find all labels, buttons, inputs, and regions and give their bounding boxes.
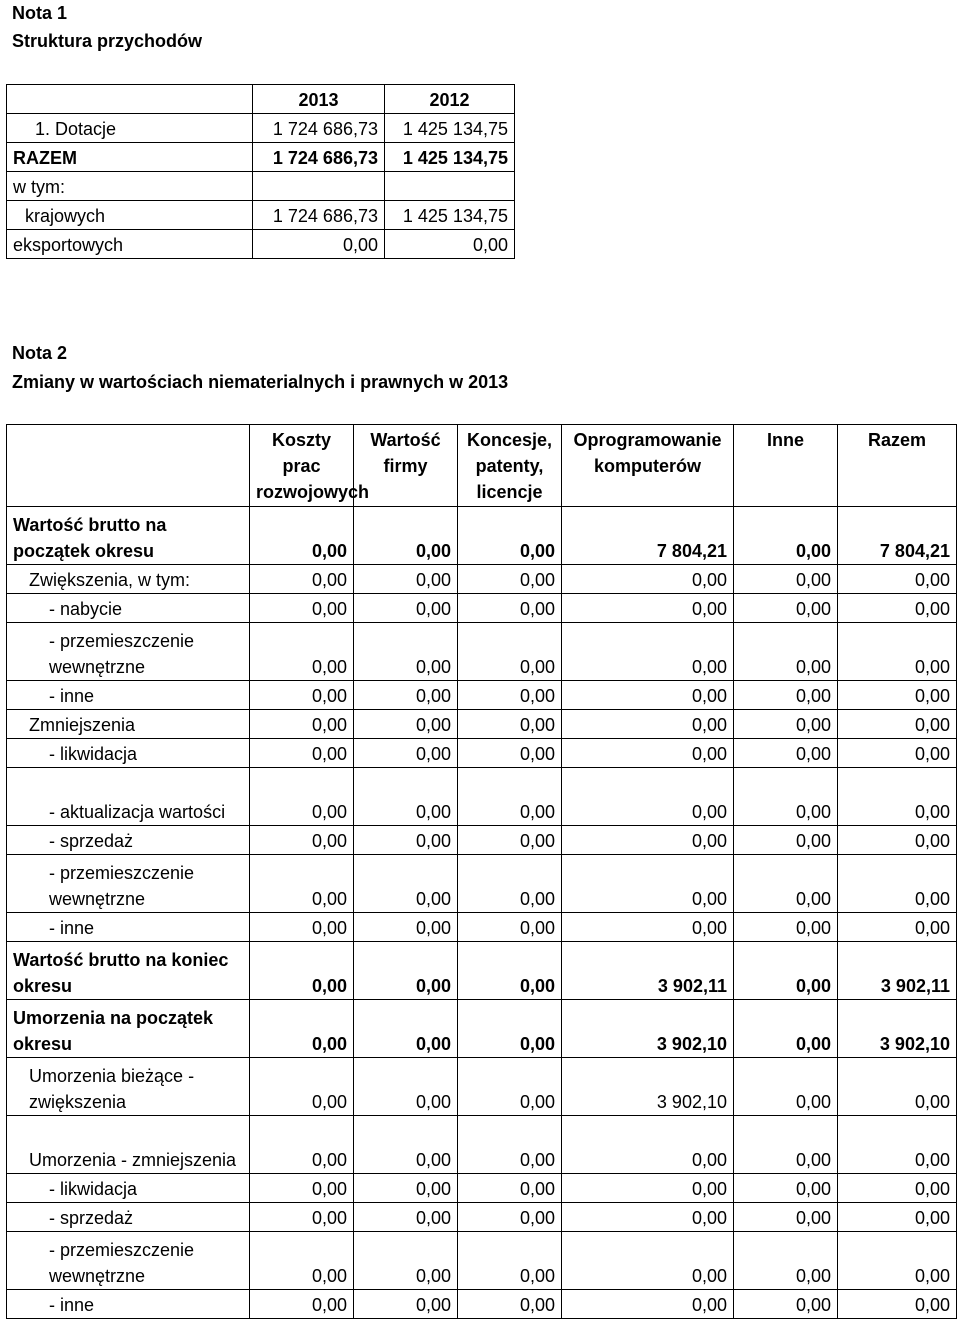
row-label: - inne: [7, 1290, 250, 1319]
value-cell: 0,00: [734, 507, 838, 565]
value-cell: 0,00: [734, 768, 838, 826]
row-label: - inne: [7, 681, 250, 710]
value-cell: 0,00: [562, 710, 734, 739]
value-cell: 0,00: [562, 739, 734, 768]
row-label: - sprzedaż: [7, 826, 250, 855]
value-cell: 0,00: [250, 913, 354, 942]
value-cell: 0,00: [734, 1000, 838, 1058]
note2-table: [6, 424, 957, 1319]
row-label: - likwidacja: [7, 739, 250, 768]
table-row: [7, 1058, 957, 1116]
row-label: eksportowych: [7, 230, 253, 259]
value-cell: 0,00: [562, 565, 734, 594]
row-label: Zwiększenia, w tym:: [7, 565, 250, 594]
value-cell: 0,00: [250, 594, 354, 623]
value-cell: 0,00: [734, 1203, 838, 1232]
note1-title: Nota 1: [12, 3, 68, 23]
row-label: - przemieszczenie wewnętrzne: [7, 1232, 250, 1290]
value-cell: 0,00: [458, 681, 562, 710]
value-cell: 0,00: [250, 1290, 354, 1319]
table-row: [7, 623, 957, 681]
value-cell: 0,00: [562, 594, 734, 623]
row-label: RAZEM: [7, 143, 253, 172]
value-cell: 0,00: [250, 1000, 354, 1058]
table-row: [7, 1232, 957, 1290]
value-cell: 0,00: [354, 739, 458, 768]
value-cell: 0,00: [838, 768, 957, 826]
table-row: [7, 913, 957, 942]
header-inne: Inne: [734, 425, 838, 507]
value-cell: 0,00: [458, 913, 562, 942]
value-cell: 7 804,21: [562, 507, 734, 565]
value-cell: 0,00: [354, 1116, 458, 1174]
note1-table: [6, 84, 515, 259]
table-row: [7, 507, 957, 565]
cell-2012: [385, 172, 515, 201]
value-cell: 0,00: [838, 739, 957, 768]
value-cell: 7 804,21: [838, 507, 957, 565]
cell-2013: 1 724 686,73: [253, 143, 385, 172]
value-cell: 0,00: [562, 855, 734, 913]
value-cell: 0,00: [458, 1000, 562, 1058]
table-row: [7, 739, 957, 768]
value-cell: 0,00: [354, 942, 458, 1000]
value-cell: 3 902,10: [562, 1058, 734, 1116]
table-row: [7, 681, 957, 710]
table-row: [7, 114, 515, 143]
row-label: Zmniejszenia: [7, 710, 250, 739]
value-cell: 0,00: [458, 594, 562, 623]
note1-header-row: [7, 85, 515, 114]
value-cell: 0,00: [354, 1203, 458, 1232]
value-cell: 0,00: [838, 565, 957, 594]
row-label: - przemieszczenie wewnętrzne: [7, 623, 250, 681]
row-label: Wartość brutto na koniec okresu: [7, 942, 250, 1000]
table-row: [7, 565, 957, 594]
value-cell: 0,00: [250, 826, 354, 855]
value-cell: 0,00: [458, 739, 562, 768]
value-cell: 0,00: [734, 594, 838, 623]
note1-header-2013: 2013: [253, 85, 385, 114]
value-cell: 0,00: [734, 1232, 838, 1290]
value-cell: 0,00: [562, 913, 734, 942]
header-koszty-prac: Koszty prac rozwojowych: [250, 425, 354, 507]
value-cell: 3 902,10: [838, 1000, 957, 1058]
row-label: w tym:: [7, 172, 253, 201]
value-cell: 3 902,11: [562, 942, 734, 1000]
value-cell: 0,00: [458, 710, 562, 739]
row-label: Umorzenia - zmniejszenia: [7, 1116, 250, 1174]
note2-header-row: [7, 425, 957, 507]
value-cell: 3 902,11: [838, 942, 957, 1000]
value-cell: 0,00: [354, 710, 458, 739]
cell-2013: [253, 172, 385, 201]
value-cell: 0,00: [250, 739, 354, 768]
value-cell: 0,00: [838, 1116, 957, 1174]
value-cell: 0,00: [354, 913, 458, 942]
value-cell: 0,00: [250, 623, 354, 681]
row-label: - sprzedaż: [7, 1203, 250, 1232]
value-cell: 0,00: [458, 507, 562, 565]
value-cell: 0,00: [458, 1203, 562, 1232]
cell-2012: 1 425 134,75: [385, 114, 515, 143]
value-cell: 0,00: [838, 1174, 957, 1203]
value-cell: 0,00: [250, 768, 354, 826]
value-cell: 0,00: [838, 1290, 957, 1319]
row-label: Wartość brutto na początek okresu: [7, 507, 250, 565]
value-cell: 0,00: [562, 681, 734, 710]
value-cell: 0,00: [250, 710, 354, 739]
value-cell: 0,00: [458, 623, 562, 681]
value-cell: 0,00: [354, 565, 458, 594]
table-row: [7, 710, 957, 739]
value-cell: 0,00: [250, 942, 354, 1000]
row-label: Umorzenia bieżące - zwiększenia: [7, 1058, 250, 1116]
value-cell: 0,00: [250, 1232, 354, 1290]
cell-2013: 1 724 686,73: [253, 201, 385, 230]
value-cell: 0,00: [458, 1058, 562, 1116]
table-row: [7, 143, 515, 172]
table-row: [7, 230, 515, 259]
row-label: krajowych: [7, 201, 253, 230]
value-cell: 0,00: [458, 826, 562, 855]
value-cell: 0,00: [734, 623, 838, 681]
value-cell: 0,00: [250, 681, 354, 710]
value-cell: 0,00: [458, 1174, 562, 1203]
value-cell: 0,00: [250, 855, 354, 913]
note1-header-blank: [7, 85, 253, 114]
note1-subtitle: Struktura przychodów: [12, 31, 203, 51]
value-cell: 0,00: [734, 1290, 838, 1319]
value-cell: 0,00: [562, 1174, 734, 1203]
value-cell: 0,00: [354, 681, 458, 710]
value-cell: 0,00: [838, 1058, 957, 1116]
table-row: [7, 172, 515, 201]
header-oprogramowanie: Oprogramowanie komputerów: [562, 425, 734, 507]
row-label: - nabycie: [7, 594, 250, 623]
value-cell: 0,00: [354, 826, 458, 855]
value-cell: 0,00: [458, 1116, 562, 1174]
value-cell: 0,00: [562, 623, 734, 681]
cell-2012: 1 425 134,75: [385, 201, 515, 230]
table-row: [7, 826, 957, 855]
value-cell: 0,00: [250, 507, 354, 565]
table-row: [7, 1116, 957, 1174]
cell-2013: 0,00: [253, 230, 385, 259]
note1-header-2012: 2012: [385, 85, 515, 114]
note2-title: Nota 2: [12, 343, 68, 363]
value-cell: 0,00: [838, 1232, 957, 1290]
value-cell: 0,00: [838, 681, 957, 710]
value-cell: 0,00: [838, 1203, 957, 1232]
value-cell: 0,00: [354, 1058, 458, 1116]
row-label: Umorzenia na początek okresu: [7, 1000, 250, 1058]
table-row: [7, 201, 515, 230]
table-row: [7, 768, 957, 826]
row-label: - likwidacja: [7, 1174, 250, 1203]
value-cell: 0,00: [838, 710, 957, 739]
cell-2013: 1 724 686,73: [253, 114, 385, 143]
value-cell: 0,00: [734, 1058, 838, 1116]
value-cell: 0,00: [734, 1174, 838, 1203]
value-cell: 0,00: [354, 1174, 458, 1203]
value-cell: 0,00: [354, 1232, 458, 1290]
value-cell: 0,00: [562, 1290, 734, 1319]
value-cell: 0,00: [734, 565, 838, 594]
row-label: - inne: [7, 913, 250, 942]
value-cell: 0,00: [458, 768, 562, 826]
value-cell: 0,00: [354, 507, 458, 565]
value-cell: 0,00: [354, 623, 458, 681]
value-cell: 0,00: [354, 768, 458, 826]
value-cell: 3 902,10: [562, 1000, 734, 1058]
value-cell: 0,00: [458, 565, 562, 594]
value-cell: 0,00: [250, 1116, 354, 1174]
row-label: - aktualizacja wartości: [7, 768, 250, 826]
value-cell: 0,00: [250, 1203, 354, 1232]
value-cell: 0,00: [562, 1232, 734, 1290]
value-cell: 0,00: [354, 855, 458, 913]
value-cell: 0,00: [734, 826, 838, 855]
value-cell: 0,00: [734, 855, 838, 913]
table-row: [7, 942, 957, 1000]
value-cell: 0,00: [734, 1116, 838, 1174]
header-wartosc-firmy: Wartość firmy: [354, 425, 458, 507]
value-cell: 0,00: [562, 1116, 734, 1174]
row-label: 1. Dotacje: [7, 114, 253, 143]
table-row: [7, 1174, 957, 1203]
value-cell: 0,00: [734, 913, 838, 942]
value-cell: 0,00: [838, 826, 957, 855]
header-koncesje: Koncesje, patenty, licencje: [458, 425, 562, 507]
value-cell: 0,00: [838, 855, 957, 913]
table-row: [7, 1290, 957, 1319]
value-cell: 0,00: [734, 739, 838, 768]
value-cell: 0,00: [562, 768, 734, 826]
value-cell: 0,00: [458, 1232, 562, 1290]
value-cell: 0,00: [458, 942, 562, 1000]
header-razem: Razem: [838, 425, 957, 507]
value-cell: 0,00: [354, 1290, 458, 1319]
value-cell: 0,00: [562, 1203, 734, 1232]
value-cell: 0,00: [354, 594, 458, 623]
value-cell: 0,00: [458, 855, 562, 913]
note2-subtitle: Zmiany w wartościach niematerialnych i prawnych w 2013: [12, 372, 509, 392]
value-cell: 0,00: [734, 942, 838, 1000]
cell-2012: 0,00: [385, 230, 515, 259]
value-cell: 0,00: [354, 1000, 458, 1058]
value-cell: 0,00: [838, 594, 957, 623]
value-cell: 0,00: [734, 710, 838, 739]
value-cell: 0,00: [838, 913, 957, 942]
row-label: - przemieszczenie wewnętrzne: [7, 855, 250, 913]
table-row: [7, 855, 957, 913]
note2-header-blank: [7, 425, 250, 507]
cell-2012: 1 425 134,75: [385, 143, 515, 172]
table-row: [7, 594, 957, 623]
value-cell: 0,00: [250, 565, 354, 594]
value-cell: 0,00: [838, 623, 957, 681]
value-cell: 0,00: [458, 1290, 562, 1319]
value-cell: 0,00: [734, 681, 838, 710]
value-cell: 0,00: [250, 1174, 354, 1203]
table-row: [7, 1000, 957, 1058]
value-cell: 0,00: [562, 826, 734, 855]
value-cell: 0,00: [250, 1058, 354, 1116]
table-row: [7, 1203, 957, 1232]
